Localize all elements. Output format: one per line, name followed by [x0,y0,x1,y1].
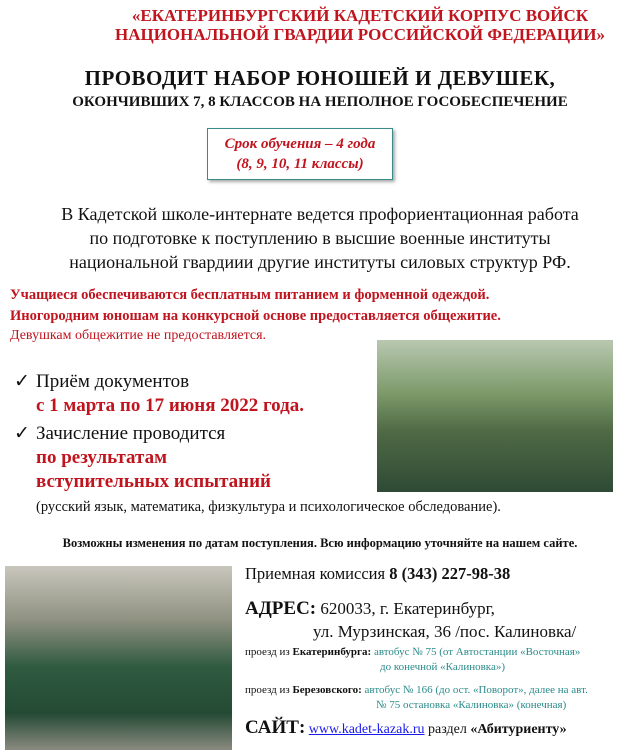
route-ekaterinburg-cont: до конечной «Калиновка») [380,661,506,673]
check-icon: ✓ [14,423,30,444]
exams-list: (русский язык, математика, физкультура и психологическое обследование). [36,499,501,515]
website-link[interactable]: www.kadet-kazak.ru [308,722,425,737]
benefit-food: Учащиеся обеспечиваются бесплатным питанием и форменной одеждой. [10,287,490,303]
address: АДРЕС: 620033, г. Екатеринбург, [245,598,495,619]
route-ekaterinburg: проезд из Екатеринбурга: автобус № 75 (от Автостанции «Восточная» [245,646,581,658]
benefit-girls-note: Девушкам общежитие не предоставляется. [10,328,267,343]
parade-photo [5,566,232,750]
check-icon: ✓ [14,371,30,392]
enrollment-basis-2: вступительных испытаний [36,471,271,492]
benefit-dorm: Иногородним юношам на конкурсной основе предоставляется общежитие. [10,308,501,324]
address-street: ул. Мурзинская, 36 /пос. Калиновка/ [313,622,577,641]
page-title: ПРОВОДИТ НАБОР ЮНОШЕЙ И ДЕВУШЕК, [84,66,556,90]
checklist-item-documents: ✓ Приём документов [14,371,190,392]
cadets-photo [377,340,613,492]
intro-paragraph: В Кадетской школе-интернате ведется профориентационная работа по подготовке к поступлению в высшие военные институты национальной гвардиии другие институты силовых структур РФ. [61,204,579,272]
institution-name: «ЕКАТЕРИНБУРГСКИЙ КАДЕТСКИЙ КОРПУС ВОЙСК НАЦИОНАЛЬНОЙ ГВАРДИИ РОССИЙСКОЙ ФЕДЕРАЦИИ» [114,6,606,44]
page-subtitle: ОКОНЧИВШИХ 7, 8 КЛАССОВ НА НЕПОЛНОЕ ГОСОБЕСПЕЧЕНИЕ [72,94,568,110]
notice: Возможны изменения по датам поступления. Всю информацию уточняйте на нашем сайте. [62,536,578,550]
commission-phone: Приемная комиссия 8 (343) 227-98-38 [245,564,511,583]
checklist-item-enrollment: ✓ Зачисление проводится [14,423,226,444]
route-berezovsky-cont: № 75 остановка «Калиновка» (конечная) [376,699,567,711]
website: САЙТ: www.kadet-kazak.ru раздел «Абитуриенту» [245,717,567,738]
duration-box: Срок обучения – 4 года (8, 9, 10, 11 классы) [207,128,393,180]
documents-dates: с 1 марта по 17 июня 2022 года. [36,395,304,416]
enrollment-basis-1: по результатам [36,447,168,468]
route-berezovsky: проезд из Березовского: автобус № 166 (до ост. «Поворот», далее на авт. [245,684,588,696]
